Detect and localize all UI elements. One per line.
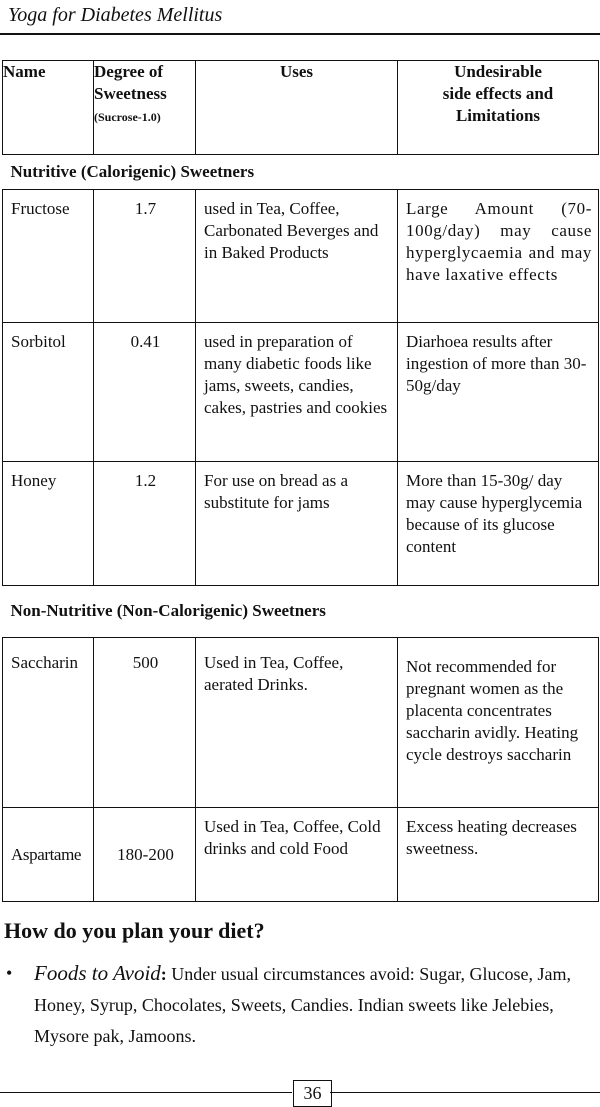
table-header-row xyxy=(3,61,599,155)
section-row-non-nutritive xyxy=(3,586,599,638)
table-row xyxy=(3,190,599,323)
cell-degree: 0.41 xyxy=(94,323,196,462)
bullet-label: Foods to Avoid xyxy=(34,961,161,985)
bullet-colon: : xyxy=(160,964,167,984)
header-rule xyxy=(0,33,600,35)
table-row xyxy=(3,638,599,808)
sweeteners-table xyxy=(2,60,599,902)
cell-degree: 1.7 xyxy=(94,190,196,323)
cell-uses: Used in Tea, Coffee, Cold drinks and cold Food xyxy=(196,808,398,902)
table-row xyxy=(3,808,599,902)
footer-rule-right xyxy=(330,1092,600,1093)
header-effects-line1: Undesirable xyxy=(454,62,542,81)
cell-uses: For use on bread as a substitute for jams xyxy=(196,462,398,586)
cell-name: Sorbitol xyxy=(3,323,94,462)
cell-name: Saccharin xyxy=(3,638,94,808)
table-row xyxy=(3,462,599,586)
cell-degree: 180-200 xyxy=(94,808,196,902)
cell-degree: 500 xyxy=(94,638,196,808)
header-uses: Uses xyxy=(196,61,398,155)
cell-effects: More than 15-30g/ day may cause hyperglycemia because of its glucose content xyxy=(398,462,599,586)
cell-name: Aspartame xyxy=(3,808,94,902)
footer-rule-left xyxy=(0,1092,292,1093)
bullet-dot-icon: • xyxy=(6,963,13,983)
header-effects-line2: side effects and xyxy=(442,84,554,103)
section-title-non-nutritive: Non-Nutritive (Non-Calorigenic) Sweetners xyxy=(3,586,599,638)
bullet-text xyxy=(34,958,596,1052)
cell-uses: Used in Tea, Coffee, aerated Drinks. xyxy=(196,638,398,808)
running-head: Yoga for Diabetes Mellitus xyxy=(8,4,223,26)
cell-uses: used in preparation of many diabetic foods like jams, sweets, candies, cakes, pastries and cookies xyxy=(196,323,398,462)
section-title-nutritive: Nutritive (Calorigenic) Sweetners xyxy=(3,155,599,190)
section-title: How do you plan your diet? xyxy=(4,918,265,943)
cell-name: Honey xyxy=(3,462,94,586)
header-degree-line1: Degree of xyxy=(94,62,164,81)
bullet-body: Under usual circumstances avoid: Sugar, Glucose, Jam, Honey, Syrup, Chocolates, Sweets, Candies. Indian sweets like Jelebies, Mysore pak, Jamoons. xyxy=(34,964,571,1046)
cell-degree: 1.2 xyxy=(94,462,196,586)
header-name: Name xyxy=(3,61,94,155)
cell-effects: Diarhoea results after ingestion of more than 30-50g/day xyxy=(398,323,599,462)
header-effects-line3: Limitations xyxy=(455,106,541,125)
header-degree-note: (Sucrose-1.0) xyxy=(94,110,161,124)
header-degree xyxy=(94,61,196,155)
cell-name: Fructose xyxy=(3,190,94,323)
bullet-item xyxy=(6,958,596,1052)
section-row-nutritive xyxy=(3,155,599,190)
cell-uses: used in Tea, Coffee, Carbonated Beverges and in Baked Products xyxy=(196,190,398,323)
header-side-effects xyxy=(398,61,599,155)
cell-effects: Excess heating decreases sweetness. xyxy=(398,808,599,902)
header-degree-line2: Sweetness xyxy=(94,84,167,103)
table-row xyxy=(3,323,599,462)
page-number: 36 xyxy=(293,1080,332,1107)
cell-effects: Not recommended for pregnant women as the placenta concentrates saccharin avidly. Heating cycle destroys saccharin xyxy=(398,638,599,808)
cell-effects: Large Amount (70-100g/day) may cause hyperglycaemia and may have laxative effects xyxy=(398,190,599,323)
